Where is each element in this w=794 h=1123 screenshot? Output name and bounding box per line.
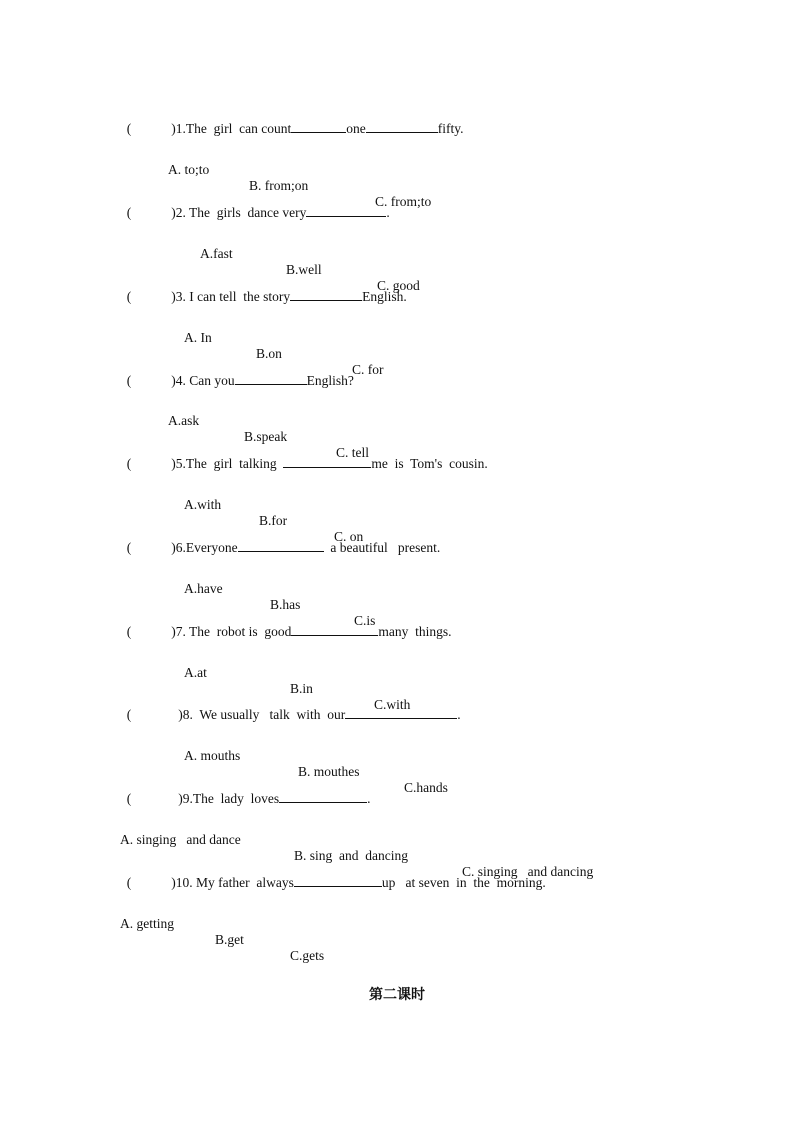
option-row-1 — [0, 146, 432, 210]
option-c[interactable]: C.with — [374, 697, 411, 712]
option-row-8 — [0, 732, 448, 796]
question-6 — [120, 523, 440, 556]
option-row-10 — [0, 900, 325, 964]
question-number: )4. — [171, 373, 186, 388]
option-b[interactable]: B.well — [286, 262, 322, 277]
option-row-9 — [0, 816, 594, 880]
question-stem: The girls dance very — [185, 205, 307, 220]
option-a[interactable]: A.fast — [200, 246, 233, 261]
question-stem: The girl can count — [185, 121, 292, 136]
option-c[interactable]: C.hands — [404, 780, 448, 795]
answer-blank[interactable] — [283, 455, 371, 468]
answer-paren[interactable]: ( — [126, 707, 132, 722]
option-a[interactable]: A. getting — [120, 916, 174, 931]
option-c[interactable]: C. good — [377, 278, 420, 293]
answer-paren[interactable]: ( — [126, 456, 132, 471]
option-b[interactable]: B.get — [215, 932, 244, 947]
option-a[interactable]: A. to;to — [168, 162, 210, 177]
option-row-2 — [0, 230, 420, 294]
question-stem: We usually talk with our — [192, 707, 346, 722]
question-9 — [120, 774, 370, 807]
option-a[interactable]: A. In — [184, 330, 212, 345]
option-row-4 — [0, 397, 369, 461]
question-stem: I can tell the story — [185, 289, 291, 304]
question-stem: My father always — [192, 875, 294, 890]
option-c[interactable]: C. from;to — [375, 194, 432, 209]
answer-blank[interactable] — [294, 874, 382, 887]
question-2 — [120, 188, 390, 221]
question-stem: me is Tom's cousin. — [371, 456, 488, 471]
question-stem: The lady loves — [192, 791, 280, 806]
option-row-5 — [0, 481, 364, 545]
answer-paren[interactable]: ( — [126, 121, 132, 136]
question-4 — [120, 356, 354, 389]
answer-paren[interactable]: ( — [126, 624, 132, 639]
answer-blank[interactable] — [306, 204, 386, 217]
answer-blank[interactable] — [291, 120, 346, 133]
question-number: )9. — [178, 791, 193, 806]
option-a[interactable]: A.at — [184, 665, 207, 680]
option-a[interactable]: A.ask — [168, 413, 200, 428]
question-stem: many things. — [378, 624, 452, 639]
option-c[interactable]: C. for — [352, 362, 384, 377]
question-number: )5. — [171, 456, 186, 471]
question-stem: The robot is good — [185, 624, 292, 639]
option-a[interactable]: A. mouths — [184, 748, 241, 763]
option-b[interactable]: B.has — [270, 597, 301, 612]
question-stem: a beautiful present. — [323, 540, 441, 555]
question-3 — [120, 272, 407, 305]
question-8 — [120, 690, 461, 723]
answer-blank[interactable] — [291, 623, 378, 636]
question-stem: English? — [306, 373, 354, 388]
question-stem: one — [346, 121, 366, 136]
question-stem: Everyone — [185, 540, 238, 555]
question-stem: Can you — [185, 373, 235, 388]
option-row-6 — [0, 565, 376, 629]
question-stem: . — [367, 791, 371, 806]
question-number: )7. — [171, 624, 186, 639]
answer-blank[interactable] — [345, 706, 457, 719]
option-a[interactable]: A. singing and dance — [120, 832, 241, 847]
question-number: )2. — [171, 205, 186, 220]
answer-paren[interactable]: ( — [126, 791, 132, 806]
option-b[interactable]: B. from;on — [249, 178, 309, 193]
option-c[interactable]: C.is — [354, 613, 376, 628]
option-b[interactable]: B.for — [259, 513, 288, 528]
answer-blank[interactable] — [238, 539, 324, 552]
question-1 — [120, 104, 463, 137]
question-stem: fifty. — [437, 121, 464, 136]
option-row-3 — [0, 314, 384, 378]
answer-paren[interactable]: ( — [126, 875, 132, 890]
question-number: )10. — [171, 875, 193, 890]
answer-paren[interactable]: ( — [126, 205, 132, 220]
option-c[interactable]: C. on — [334, 529, 364, 544]
answer-blank[interactable] — [279, 790, 367, 803]
question-10 — [120, 858, 546, 891]
question-stem: . — [386, 205, 390, 220]
question-7 — [120, 607, 452, 640]
option-c[interactable]: C. tell — [336, 445, 369, 460]
section-heading: 第二课时 — [369, 987, 425, 1003]
option-b[interactable]: B.speak — [244, 429, 288, 444]
option-row-7 — [0, 649, 411, 713]
option-c[interactable]: C.gets — [290, 948, 325, 963]
answer-paren[interactable]: ( — [126, 373, 132, 388]
answer-blank[interactable] — [366, 120, 438, 133]
answer-paren[interactable]: ( — [126, 540, 132, 555]
answer-paren[interactable]: ( — [126, 289, 132, 304]
question-number: )6. — [171, 540, 186, 555]
question-number: )3. — [171, 289, 186, 304]
question-number: )8. — [178, 707, 193, 722]
option-b[interactable]: B. mouthes — [298, 764, 360, 779]
option-a[interactable]: A.with — [184, 497, 222, 512]
question-stem: English. — [362, 289, 407, 304]
question-stem: up at seven in the morning. — [381, 875, 546, 890]
option-b[interactable]: B.on — [256, 346, 282, 361]
answer-blank[interactable] — [235, 372, 307, 385]
question-stem: . — [457, 707, 461, 722]
question-number: )1. — [171, 121, 186, 136]
question-stem: The girl talking — [185, 456, 284, 471]
option-b[interactable]: B. sing and dancing — [294, 848, 408, 863]
option-c[interactable]: C. singing and dancing — [462, 864, 594, 879]
option-a[interactable]: A.have — [184, 581, 223, 596]
question-5 — [120, 439, 488, 472]
answer-blank[interactable] — [290, 288, 362, 301]
option-b[interactable]: B.in — [290, 681, 313, 696]
